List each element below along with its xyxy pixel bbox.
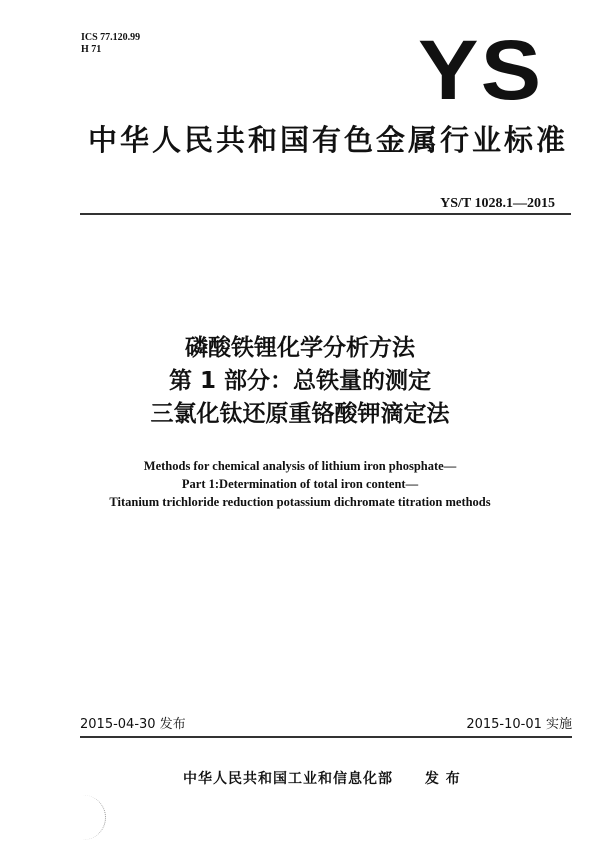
title-zh-line-1: 磷酸铁锂化学分析方法 (185, 335, 415, 361)
issuer-name: 中华人民共和国工业和信息化部 (183, 771, 393, 787)
implement-date: 2015-10-01 实施 (466, 717, 572, 732)
organization-title: 中华人民共和国有色金属行业标准 (88, 123, 569, 157)
ics-code: ICS 77.120.99 (81, 32, 141, 43)
title-en-line-3: Titanium trichloride reduction potassium dichromate titration methods (109, 495, 491, 509)
title-en-line-1: Methods for chemical analysis of lithium iron phosphate— (143, 459, 457, 473)
stamp-mark (60, 795, 106, 840)
ys-logo: YS (418, 23, 544, 117)
classification-codes (81, 32, 140, 56)
issue-word: 发 布 (424, 771, 461, 787)
title-en-line-2: Part 1:Determination of total iron content— (181, 477, 419, 491)
top-divider (80, 213, 571, 215)
title-zh-line-2: 第 1 部分：总铁量的测定 (168, 368, 432, 394)
title-zh-line-3: 三氯化钛还原重铬酸钾滴定法 (150, 401, 450, 427)
issue-date: 2015-04-30 发布 (80, 717, 186, 732)
issuer (183, 768, 461, 788)
ccs-code: H 71 (81, 44, 102, 55)
standard-number: YS/T 1028.1—2015 (440, 196, 555, 211)
bottom-divider (80, 736, 572, 738)
